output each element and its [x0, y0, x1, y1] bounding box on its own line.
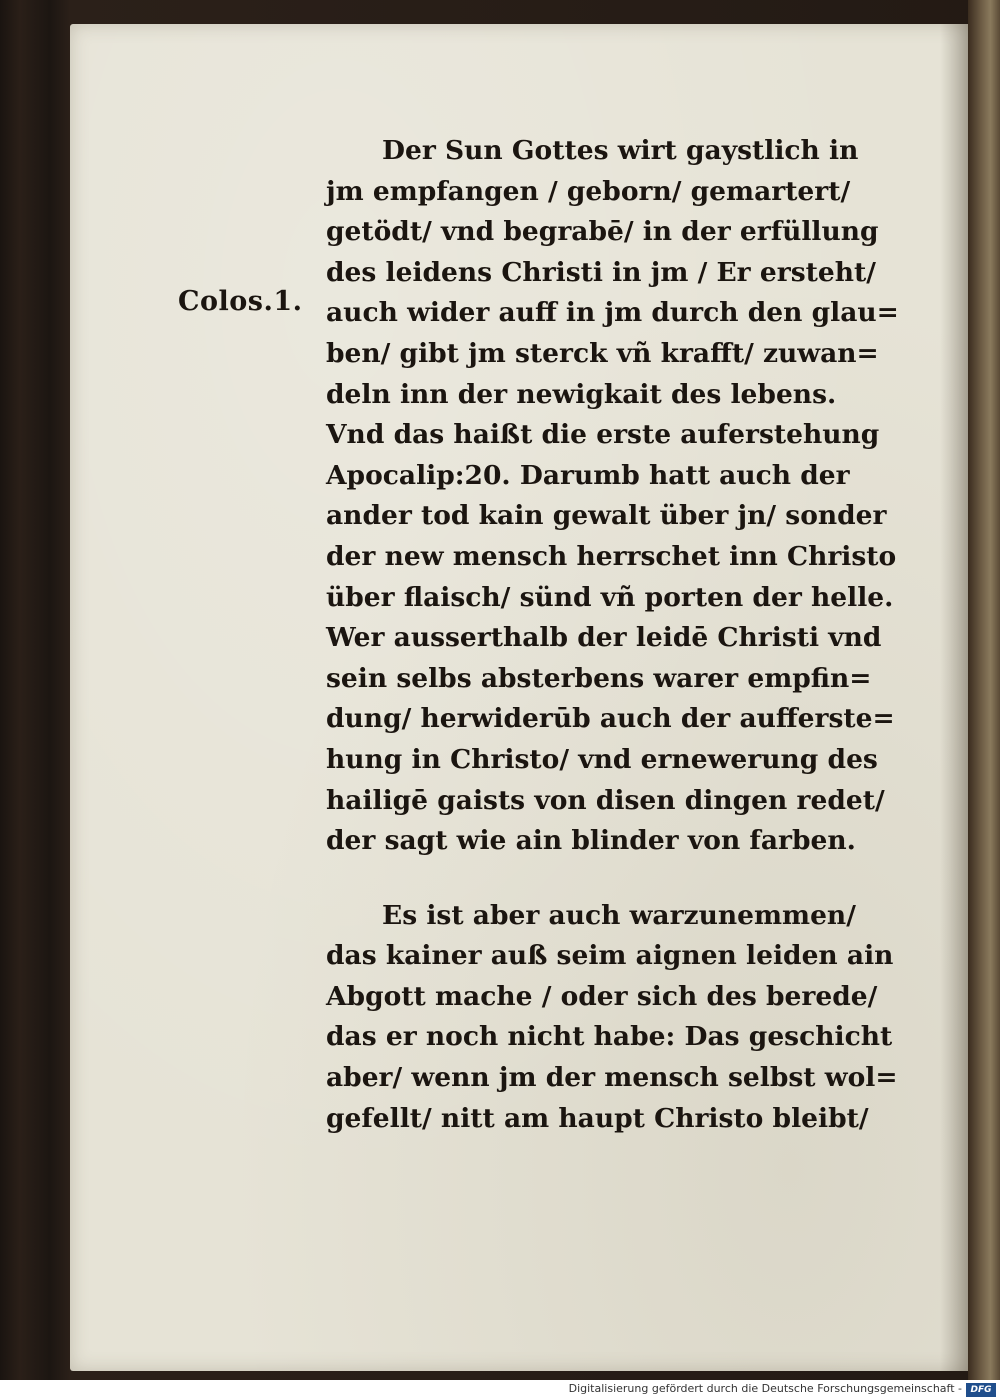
funding-credit: Digitalisierung gefördert durch die Deutsche Forschungsgemeinschaft -: [568, 1382, 962, 1395]
text-line: Abgott mache / oder sich des berede/: [326, 980, 878, 1012]
text-line: auch wider auff in jm durch den glau=: [326, 297, 899, 329]
text-line: Es ist aber auch warzunemmen/: [382, 899, 856, 931]
text-line: Vnd das haißt die erste auferstehung: [326, 419, 880, 451]
dfg-logo: DFG: [966, 1383, 996, 1397]
text-line: das kainer auß seim aignen leiden ain: [326, 940, 894, 972]
text-line: hailigē gaists von disen dingen redet/: [326, 784, 885, 816]
text-line: der new mensch herrschet inn Christo: [326, 540, 897, 572]
text-line: dung/ herwiderūb auch der aufferste=: [326, 703, 895, 735]
text-line: sein selbs absterbens warer empfin=: [326, 662, 872, 694]
main-text: [326, 131, 926, 1139]
text-line: Wer ausserthalb der leidē Christi vnd: [326, 622, 882, 654]
text-line: hung in Christo/ vnd ernewerung des: [326, 743, 878, 775]
text-line: das er noch nicht habe: Das geschicht: [326, 1021, 893, 1053]
footer-bar: [0, 1381, 1000, 1399]
marginal-note: Colos.1.: [178, 286, 303, 317]
text-line: ander tod kain gewalt über jn/ sonder: [326, 500, 887, 532]
text-line: getödt/ vnd begrabē/ in der erfüllung: [326, 216, 879, 248]
page-edge-shadow: [940, 24, 970, 1371]
text-line: deln inn der newigkait des lebens.: [326, 378, 837, 410]
text-line: über flaisch/ sünd vñ porten der helle.: [326, 581, 894, 613]
text-line: gefellt/ nitt am haupt Christo bleibt/: [326, 1102, 869, 1134]
text-line: der sagt wie ain blinder von farben.: [326, 825, 856, 857]
text-line: jm empfangen / geborn/ gemartert/: [326, 175, 851, 207]
paragraph-gap: [326, 862, 926, 896]
text-line: aber/ wenn jm der mensch selbst wol=: [326, 1062, 898, 1094]
book-edge: [968, 0, 1000, 1380]
text-line: ben/ gibt jm sterck vñ krafft/ zuwan=: [326, 337, 879, 369]
text-line: Der Sun Gottes wirt gaystlich in: [382, 135, 859, 166]
text-line: Apocalip:20. Darumb hatt auch der: [326, 459, 850, 491]
text-line: des leidens Christi in jm / Er ersteht/: [326, 256, 876, 288]
